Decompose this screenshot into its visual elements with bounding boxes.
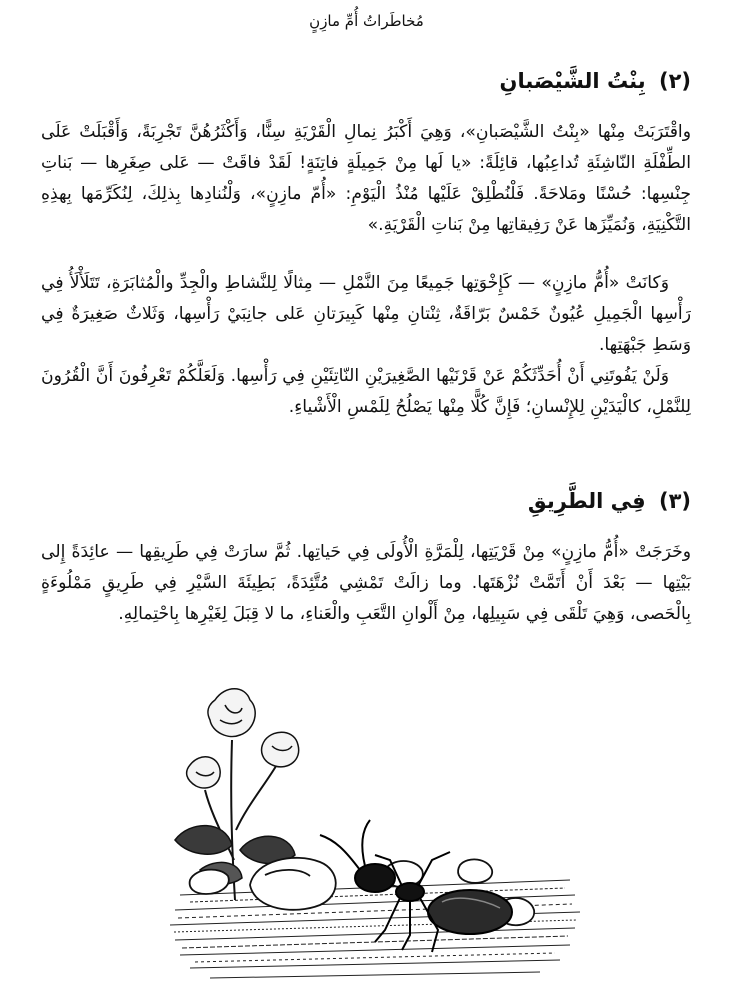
ground-hatching [170, 880, 580, 978]
running-header: مُخاطَراتُ أُمِّ مازِنٍ [309, 12, 424, 30]
section-2-number: (٢) [658, 69, 691, 93]
section-3-heading [528, 486, 691, 516]
section-3-paragraph-1: وخَرَجَتْ «أُمُّ مازِنٍ» مِنْ قَرْيَتِها، لِلْمَرَّةِ الْأُولَى فِي حَياتِها. ثُمَّ سارَتْ فِي طَرِيقِها — عائِدَةً إِلى بَيْتِها — بَعْدَ أَنْ أَتَمَّتْ نُزْهَتَها. وما زالَتْ تَمْشِي مُتَّئِدَةً، بَطِيئَةَ السَّيْرِ فِي طَرِيقٍ مَمْلُوءَةٍ بِالْحَصى، وَهِيَ تَلْقَى فِي سَبِيلِها، مِنْ أَلْوانِ التَّعَبِ والْعَناءِ، ما لا قِبَلَ لِغَيْرِها بِاحْتِمالِهِ. [41, 542, 691, 624]
section-2-title: بِنْتُ الشَّيْصَبانِ [499, 69, 646, 93]
section-2-heading [500, 66, 691, 96]
ant-figure [320, 820, 512, 952]
flower-heads [187, 689, 299, 788]
section-3-number: (٣) [658, 489, 691, 513]
section-3-title: فِي الطَّرِيقِ [527, 489, 646, 513]
section-2-paragraph-1: واقْتَرَبَتْ مِنْها «بِنْتُ الشَّيْصَبانِ»، وَهِيَ أَكْبَرُ نِمالِ الْقَرْيَةِ سِنًّا، وَأَكْثَرُهُنَّ تَجْرِبَةً، وَأَقْبَلَتْ عَلَى الطِّفْلَةِ النّاشِئَةِ تُداعِبُها، قائِلَةً: «يا لَها مِنْ جَمِيلَةٍ فاتِنَةٍ! لَقَدْ فاقَتْ — عَلى صِغَرِها — بَناتِ جِنْسِها: حُسْنًا ومَلاحَةً. فَلْنُطْلِقْ عَلَيْها مُنْذُ الْيَوْمِ: «أُمّ مازِنٍ»، وَلْنُنادِها بِذلِكَ، لِنُكَرِّمَها بِهذِهِ التَّكْنِيَةِ، وَنُمَيِّزَها عَنْ رَفِيقاتِها مِنْ بَناتِ الْقَرْيَةِ.» [41, 122, 691, 235]
section-2-paragraph-3: وَلَنْ يَفُوتَنِي أَنْ أُحَدِّثَكُمْ عَنْ قَرْنَيْها الصَّغِيرَيْنِ النّاتِئَيْنِ فِي رَأْسِها. وَلَعَلَّكُمْ تَعْرِفُونَ أَنَّ الْقُرُونَ لِلنَّمْلِ، كالْيَدَيْنِ لِلإِنْسانِ؛ فَإِنَّ كُلًّا مِنْها يَصْلُحُ لِلَمْسِ الْأَشْياءِ. [41, 366, 691, 417]
section-2-paragraph-2: وَكانَتْ «أُمُّ مازِنٍ» — كَإِخْوَتِها جَمِيعًا مِنَ النَّمْلِ — مِثالًا لِلنَّشاطِ والْجِدِّ والْمُثابَرَةِ، تَتَلَأْلَأُ فِي رَأْسِها الْجَمِيلِ عُيُونٌ خَمْسٌ بَرّاقَةٌ، ثِنْتانِ مِنْها كَبِيرَتانِ عَلى جانِبَيْ رَأْسِها، وَثَلاثٌ صَغِيرَةٌ فِي وَسَطِ جَبْهَتِها. [41, 273, 691, 355]
ant-among-flowers-illustration [170, 680, 580, 985]
